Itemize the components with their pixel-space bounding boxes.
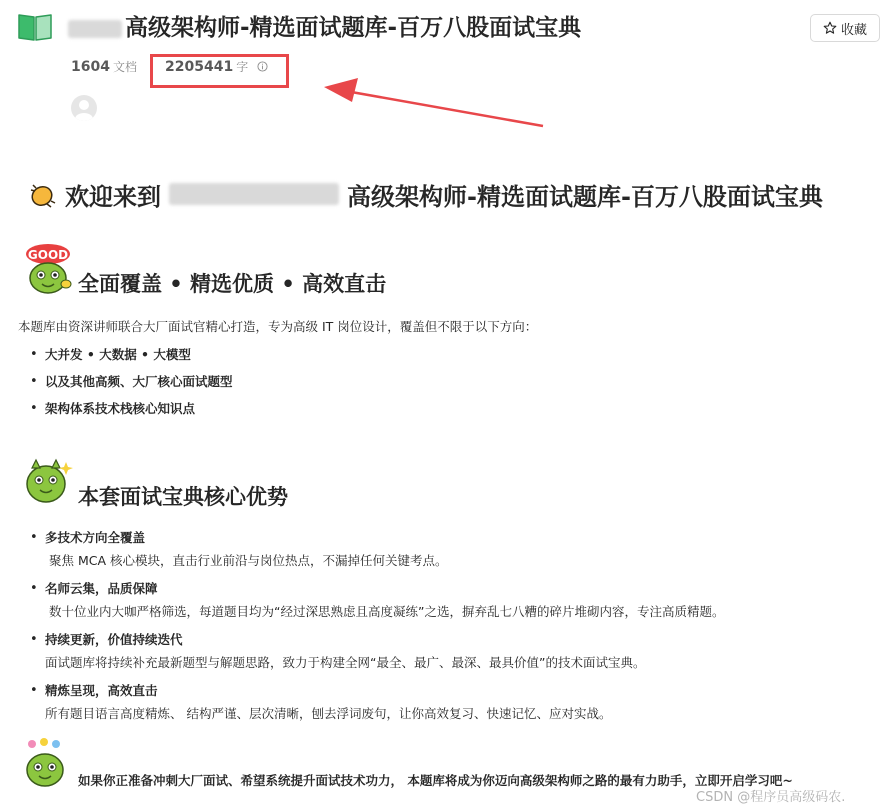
avatar[interactable] xyxy=(71,95,97,121)
book-icon xyxy=(17,12,53,42)
welcome-heading xyxy=(27,176,823,212)
list-item: • 持续更新，价值持续迭代 面试题库将持续补充最新题型与解题思路，致力于构建全网“最全、最广、最深、最具价值”的技术面试宝典。 xyxy=(30,631,724,682)
section1-intro: 本题库由资深讲师联合大厂面试官精心打造，专为高级 IT 岗位设计，覆盖但不限于以下方向： xyxy=(18,319,538,334)
list-item: • 名师云集，品质保障 数十位业内大咖严格筛选，每道题目均为“经过深思熟虑且高度凝练”之选，摒弃乱七八糟的碎片堆砌内容，专注高质精题。 xyxy=(30,580,724,631)
good-sticker-icon xyxy=(22,240,74,296)
collect-label: 收藏 xyxy=(840,22,867,38)
section2-title: 本套面试宝典核心优势 xyxy=(78,485,288,509)
section1-list xyxy=(30,346,233,427)
highlight-annotation-box xyxy=(150,54,289,88)
welcome-suffix: 高级架构师-精选面试题库-百万八股面试宝典 xyxy=(347,182,823,211)
user-icon xyxy=(71,95,97,121)
section1-title: 全面覆盖 • 精选优质 • 高效直击 xyxy=(78,272,387,296)
list-item: • 以及其他高频、大厂核心面试题型 xyxy=(30,373,233,400)
closing-line: 如果你正准备冲刺大厂面试、希望系统提升面试技术功力， 本题库将成为你迈向高级架构师之路的最有力助手，立即开启学习吧~ xyxy=(78,773,793,788)
blurred-brand xyxy=(169,183,339,205)
watermark: CSDN @程序员高级码农. xyxy=(696,790,846,805)
blurred-title-prefix xyxy=(68,20,122,38)
doc-count-value: 1604 xyxy=(71,59,110,75)
doc-count-unit: 文档 xyxy=(112,60,137,74)
list-item: • 多技术方向全覆盖 聚焦 MCA 核心模块，直击行业前沿与岗位热点，不漏掉任何关键考点。 xyxy=(30,529,724,580)
svg-text:GOOD: GOOD xyxy=(27,248,69,262)
list-item: • 大并发 • 大数据 • 大模型 xyxy=(30,346,233,373)
collect-button[interactable] xyxy=(810,14,880,42)
thumbs-sticker-icon xyxy=(22,458,74,506)
list-item: • 架构体系技术栈核心知识点 xyxy=(30,400,233,427)
word-count-unit: 字 xyxy=(236,60,249,74)
welcome-prefix: 欢迎来到 xyxy=(65,182,161,211)
waving-hand-icon xyxy=(27,179,57,209)
annotation-arrow xyxy=(300,70,550,140)
star-icon xyxy=(823,21,837,35)
section2-list xyxy=(30,529,724,733)
flower-sticker-icon xyxy=(20,738,72,788)
word-count-value: 2205441 xyxy=(165,59,234,75)
doc-count xyxy=(71,58,137,75)
list-item: • 精炼呈现，高效直击 所有题目语言高度精炼、 结构严谨、层次清晰，刨去浮词废句，让你高效复习、快速记忆、应对实战。 xyxy=(30,682,724,733)
page-title: 高级架构师-精选面试题库-百万八股面试宝典 xyxy=(125,15,582,41)
